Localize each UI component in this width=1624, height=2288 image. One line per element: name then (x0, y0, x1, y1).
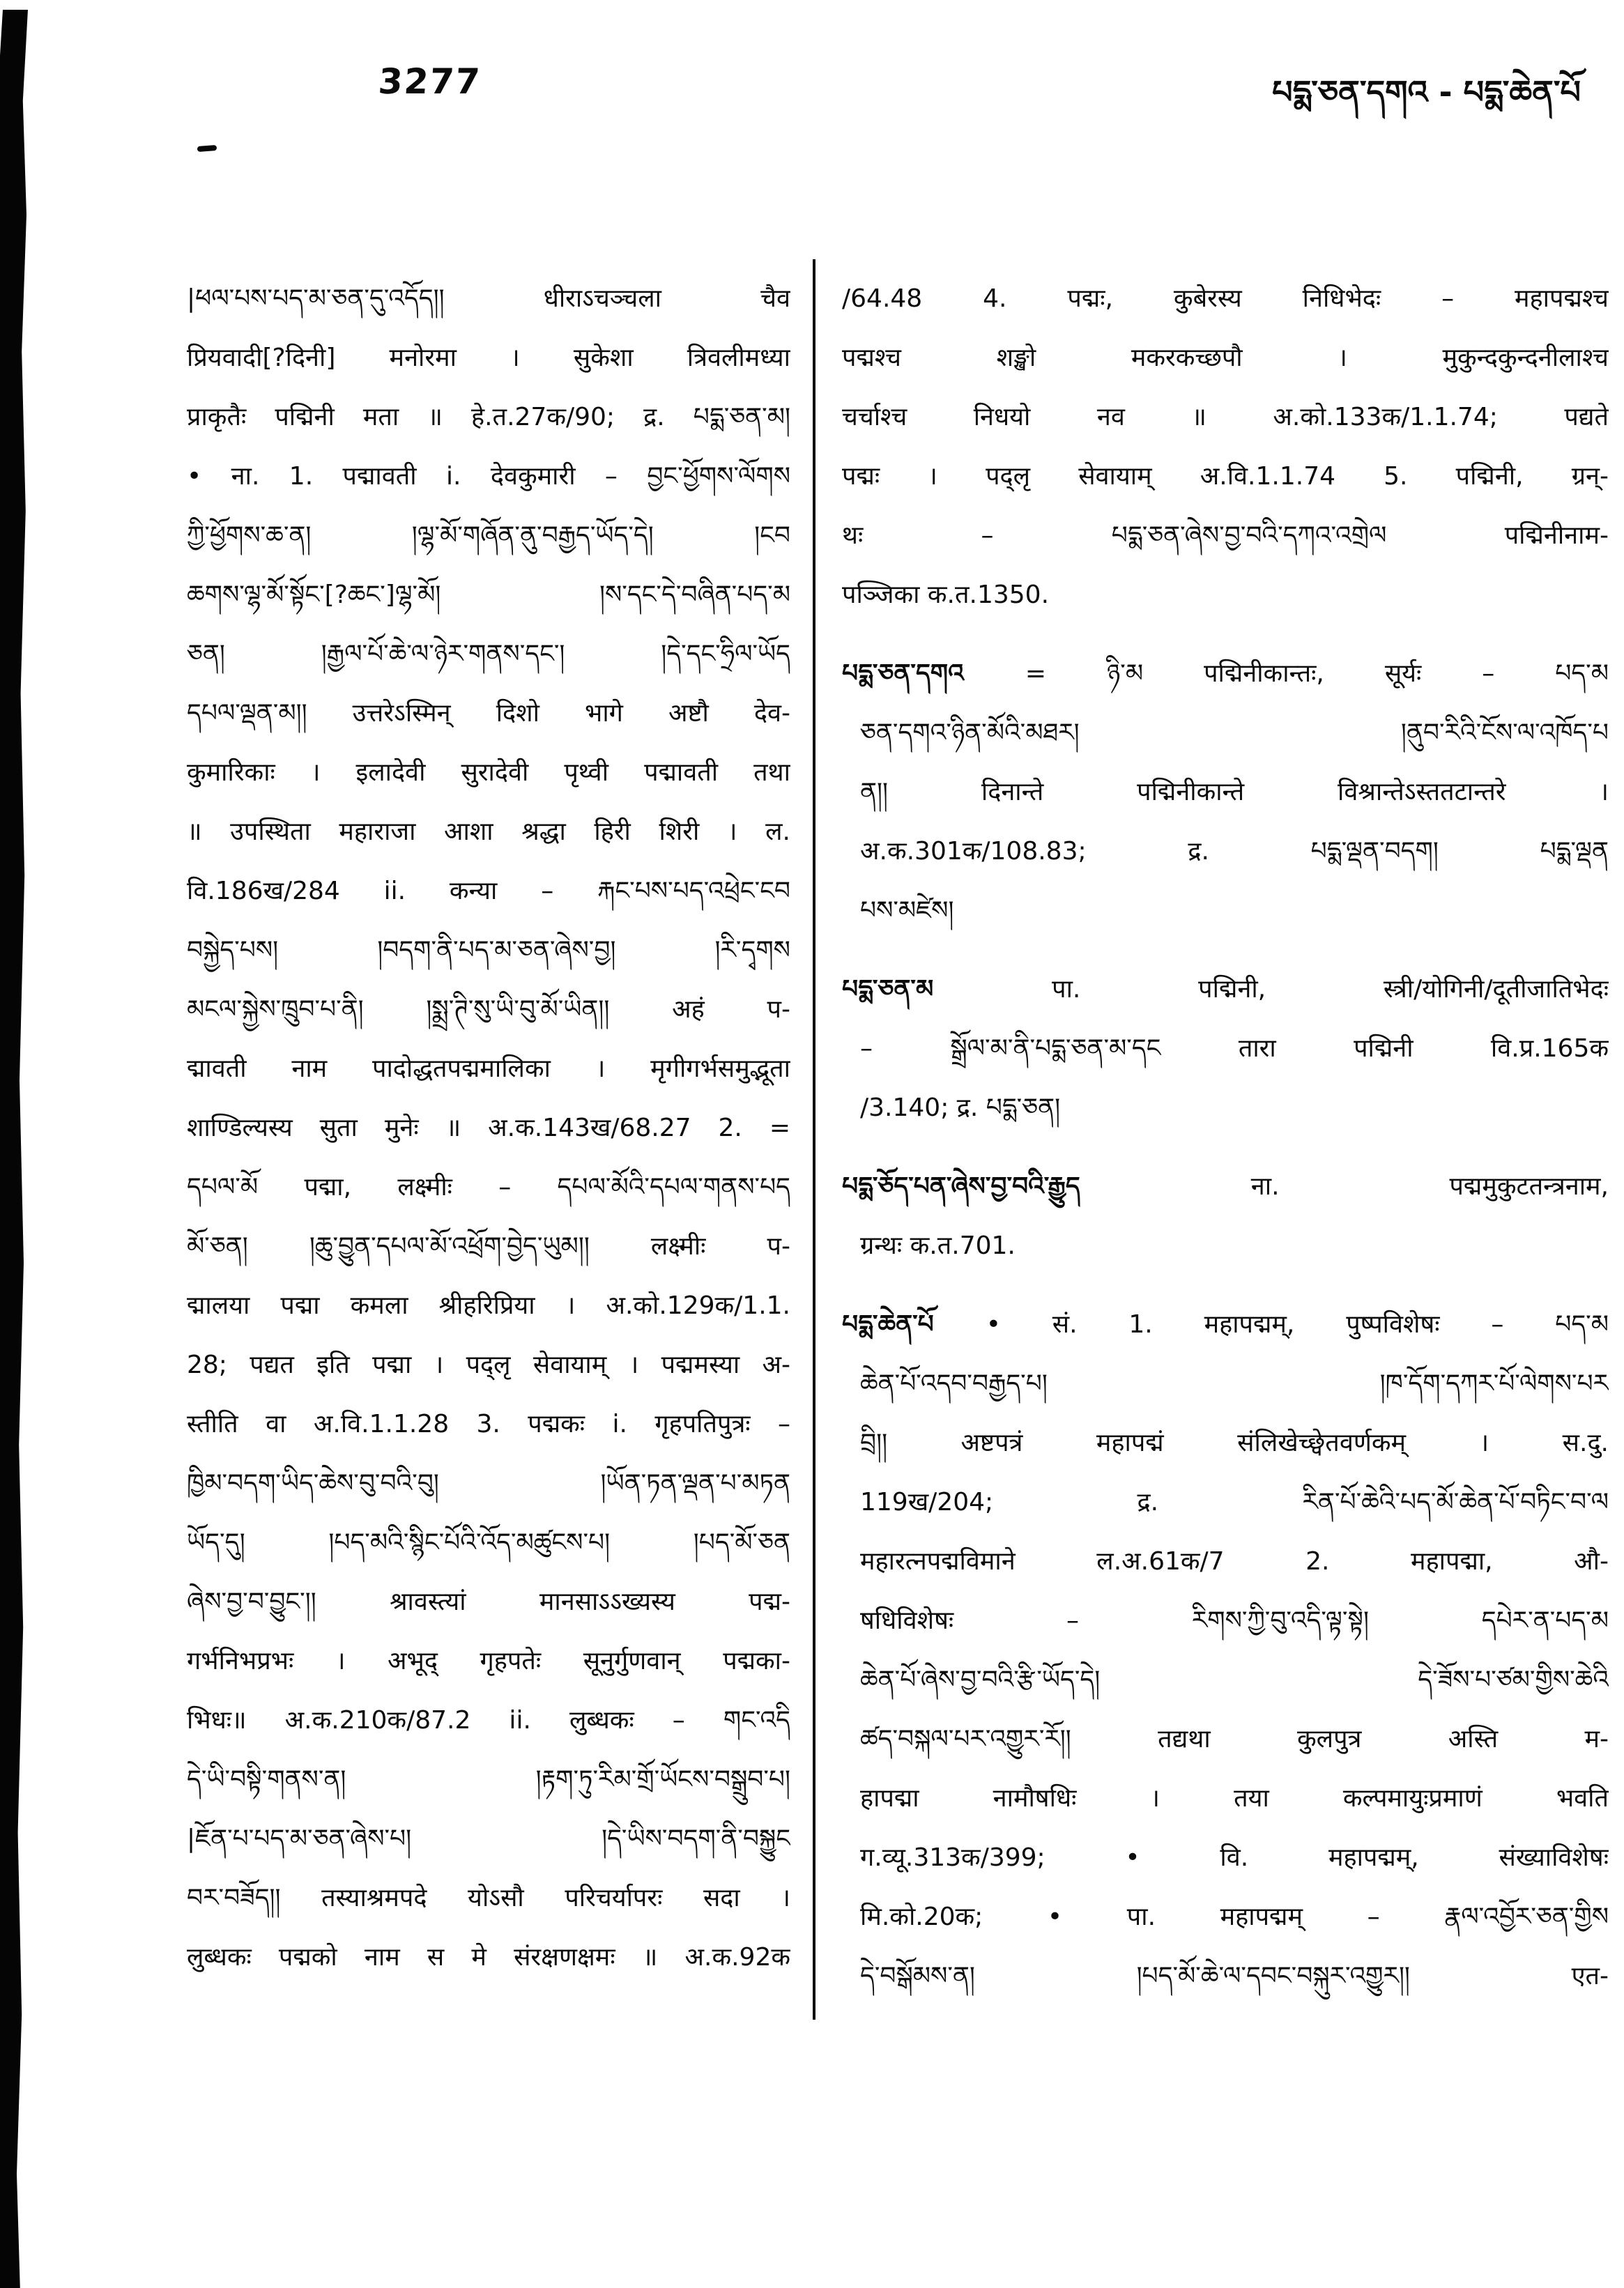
entry-continuation (187, 269, 790, 1987)
text-line: པདྨ་ཅན་མ पा. पद्मिनी, स्त्री/योगिनी/दूतीजातिभेदः (842, 975, 1609, 1004)
dictionary-entry (842, 960, 1609, 1137)
dictionary-entry (842, 644, 1609, 940)
text-line: मि.को.20क; • पा. महापद्मम् – རྣལ་འབྱོར་ཅན་གྱིས (860, 1903, 1609, 1931)
text-line: ཞེས་བྱ་བ་བྱུང་།། श्रावस्त्यां मानसाऽऽख्यस्य पद्म- (187, 1588, 790, 1616)
text-line: थः – པདྨ་ཅན་ཞེས་བྱ་བའི་དཀའ་འགྲེལ पद्मिनीनाम- (842, 521, 1609, 550)
text-line: ཁྱིམ་བདག་ཡིད་ཆེས་བུ་བའི་བུ། །ཡོན་ཏན་ལྡན་པ་མཏན (187, 1469, 790, 1498)
entry-headword: པདྨ་ཅན་དགའ (842, 659, 1025, 688)
text-line: लुब्धकः पद्मको नाम स मे संरक्षणक्षमः ॥ अ.क.92क (187, 1943, 790, 1972)
right-column (842, 269, 1609, 2025)
entry-headword: པདྨ་ཅོད་པན་ཞེས་བྱ་བའི་རྒྱུད (842, 1172, 1251, 1201)
text-line: མོ་ཅན། །ཆུ་བྱུན་དཔལ་མོ་འཕྲོག་བྱེད་ཡུམ།། लक्ष्मीः प- (187, 1232, 790, 1261)
text-line: མངལ་སྐྱེས་ཁྲུབ་པ་ནི། །སྨྲ་ཊི་སུ་ཡི་བུ་མོ་ཡིན།། अहं प- (187, 995, 790, 1024)
text-line: षधिविशेषः – རིགས་ཀྱི་བུ་འདི་ལྟ་སྟེ། དཔེར་ན་པད་མ (860, 1606, 1609, 1635)
text-line: པདྨ་ཅོད་པན་ཞེས་བྱ་བའི་རྒྱུད ना. पद्ममुकुटतन्त्रनाम, (842, 1172, 1609, 1201)
text-line: ཆེན་པོ་ཞེས་བྱ་བའི་རྩི་ཡོད་དེ། དེ་ཟོས་པ་ཙམ་གྱིས་ཆེའི (860, 1666, 1609, 1694)
left-column (187, 269, 790, 2006)
text-line: 28; पद्यत इति पद्मा । पद्लृ सेवायाम् । पद्ममस्या अ- (187, 1351, 790, 1379)
text-line: ཅན་དགའ་ཉིན་མོའི་མཐར། །ནུབ་རིའི་ངོས་ལ་འཁོད་པ (860, 719, 1609, 747)
text-line: དེ་བསྒོམས་ན། །པད་མོ་ཆེ་ལ་དབང་བསྐུར་འགྱུར།། एत- (860, 1962, 1609, 1990)
text-line: ॥ उपस्थिता महाराजा आशा श्रद्धा हिरी शिरी । ल. (187, 817, 790, 846)
dictionary-entry (842, 1295, 1609, 2006)
text-line: ཀྱི་ཕྱོགས་ཆ་ན། །ལྷ་མོ་གཞོན་ནུ་བརྒྱད་ཡོད་དེ། །ངབ (187, 521, 790, 550)
text-line: /64.48 4. पद्मः, कुबेरस्य निधिभेदः – महापद्मश्च (842, 284, 1609, 313)
text-line: द्मावती नाम पादोद्धतपद्ममालिका । मृगीगर्भसमुद्भूता (187, 1054, 790, 1083)
text-line: པདྨ་ཆེན་པོ • सं. 1. महापद्मम्, पुष्पविशेषः – པད་མ (842, 1310, 1609, 1339)
text-line: ग.व्यू.313क/399; • वि. महापद्मम्, संख्याविशेषः (860, 1843, 1609, 1872)
text-line: པདྨ་ཅན་དགའ = ཉི་མ पद्मिनीकान्तः, सूर्यः – པད་མ (842, 659, 1609, 688)
text-line: བྲི།། अष्टपत्रं महापद्मं संलिखेच्छ्वेतवर्णकम् । स.दु. (860, 1429, 1609, 1457)
text-line: पद्मः । पद्लृ सेवायाम् अ.वि.1.1.74 5. पद्मिनी, ग्रन्- (842, 462, 1609, 491)
text-line: स्तीति वा अ.वि.1.1.28 3. पद्मकः i. गृहपतिपुत्रः – (187, 1410, 790, 1438)
text-line: चर्चाश्च निधयो नव ॥ अ.को.133क/1.1.74; पद्यते (842, 403, 1609, 431)
dictionary-entry (842, 1157, 1609, 1275)
text-line: དེ་ཡི་བསྟི་གནས་ན། །རྟག་ཏུ་རིམ་གྲོ་ཡོངས་བསྒྲུབ་པ། (187, 1765, 790, 1794)
text-line: – སྒྲོལ་མ་ནི་པདྨ་ཅན་མ་དང तारा पद्मिनी वि.प्र.165क (860, 1034, 1609, 1063)
text-line: ཡོད་དུ། །པད་མའི་སྙིང་པོའི་འོད་མཚུངས་པ། །པད་མོ་ཅན (187, 1528, 790, 1557)
text-line: ग्रन्थः क.त.701. (860, 1231, 1016, 1260)
text-line: • ना. 1. पद्मावती i. देवकुमारी – བྱང་ཕྱོགས་ལོགས (187, 462, 790, 491)
text-line: प्राकृतैः पद्मिनी मता ॥ हे.त.27क/90; द्र. པདྨ་ཅན་མ། (187, 403, 790, 431)
text-line: ཆེན་པོ་འདབ་བརྒྱད་པ། །ཁ་དོག་དཀར་པོ་ལེགས་པར (860, 1369, 1609, 1398)
scan-artifact-dash (197, 145, 217, 152)
entry-headword: པདྨ་ཆེན་པོ (842, 1310, 986, 1339)
text-line: /3.140; द्र. པདྨ་ཅན། (860, 1093, 1061, 1122)
text-line: महारत्नपद्मविमाने ल.अ.61क/7 2. महापद्मा, औ- (860, 1547, 1609, 1576)
text-line: བསྐྱེད་པས། །བདག་ནི་པད་མ་ཅན་ཞེས་བྱ། །རི་དྭགས (187, 936, 790, 965)
text-line: |ཕལ་པས་པད་མ་ཅན་དུ་འདོད།། धीराऽचञ्चला चैव (187, 284, 790, 313)
text-line: པས་མཛེས། (860, 896, 954, 925)
scan-border-strip (0, 10, 28, 2288)
text-line: पद्मश्च शङ्खो मकरकच्छपौ । मुकुन्दकुन्दनीलाश्च (842, 344, 1609, 372)
text-line: पञ्जिका क.त.1350. (842, 581, 1050, 609)
text-line: वि.186ख/284 ii. कन्या – རྐང་པས་པད་འཕྲེང་ངབ (187, 877, 790, 905)
text-line: हापद्मा नामौषधिः । तया कल्पमायुःप्रमाणं भवति (860, 1784, 1609, 1813)
text-line: བར་བཟོད།། तस्याश्रमपदे योऽसौ परिचर्यापरः सदा । (187, 1884, 790, 1912)
column-divider-rule (813, 259, 815, 2020)
entry-headword: པདྨ་ཅན་མ (842, 975, 1052, 1004)
text-line: ཚད་བསྐལ་པར་འགྱུར་རོ།། तद्यथा कुलपुत्र अस्ति म- (860, 1725, 1609, 1753)
entry-continuation (842, 269, 1609, 624)
text-line: गर्भनिभप्रभः । अभूद् गृहपतेः सूनुर्गुणवान् पद्मका- (187, 1647, 790, 1675)
text-line: |ཇོན་པ་པད་མ་ཅན་ཞེས་པ། །དེ་ཡིས་བདག་ནི་བསྐྱུང (187, 1825, 790, 1853)
text-line: द्मालया पद्मा कमला श्रीहरिप्रिया । अ.को.129क/1.1. (187, 1291, 790, 1320)
text-line: भिधः॥ अ.क.210क/87.2 ii. लुब्धकः – གང་འདི (187, 1706, 790, 1735)
running-head-entry-range: པདྨ་ཅན་དགའ - པདྨ་ཆེན་པོ (1272, 73, 1581, 111)
text-line: དཔལ་ལྡན་མ།། उत्तरेऽस्मिन् दिशो भागे अष्टौ देव- (187, 699, 790, 728)
text-line: शाण्डिल्यस्य सुता मुनेः ॥ अ.क.143ख/68.27 2. = (187, 1114, 790, 1142)
text-line: ན།། दिनान्ते पद्मिनीकान्ते विश्रान्तेऽस्ततटान्तरे । (860, 778, 1609, 806)
text-line: कुमारिकाः । इलादेवी सुरादेवी पृथ्वी पद्मावती तथा (187, 758, 790, 787)
text-line: अ.क.301क/108.83; द्र. པདྨ་ལྡན་བདག། པདྨ་ལྡན (860, 837, 1609, 866)
page-number: 3277 (376, 61, 483, 102)
text-line: ཆགས་ལྷ་མོ་སྟོང་[?ཆང་]ལྷ་མོ། །ས་དང་དེ་བཞིན་པད་མ (187, 581, 790, 609)
text-line: प्रियवादी[?दिनी] मनोरमा । सुकेशा त्रिवलीमध्या (187, 344, 790, 372)
text-line: 119ख/204; द्र. རིན་པོ་ཆེའི་པད་མོ་ཆེན་པོ་བཏིང་བ་ལ (860, 1488, 1609, 1517)
text-line: དཔལ་མོ पद्मा, लक्ष्मीः – དཔལ་མོའི་དཔལ་གནས་པད (187, 1173, 790, 1201)
text-line: ཅན། །རྒྱལ་པོ་ཆེ་ལ་ཉེར་གནས་དང་། །དེ་དང་ཧྲིལ་ཡོད (187, 640, 790, 668)
